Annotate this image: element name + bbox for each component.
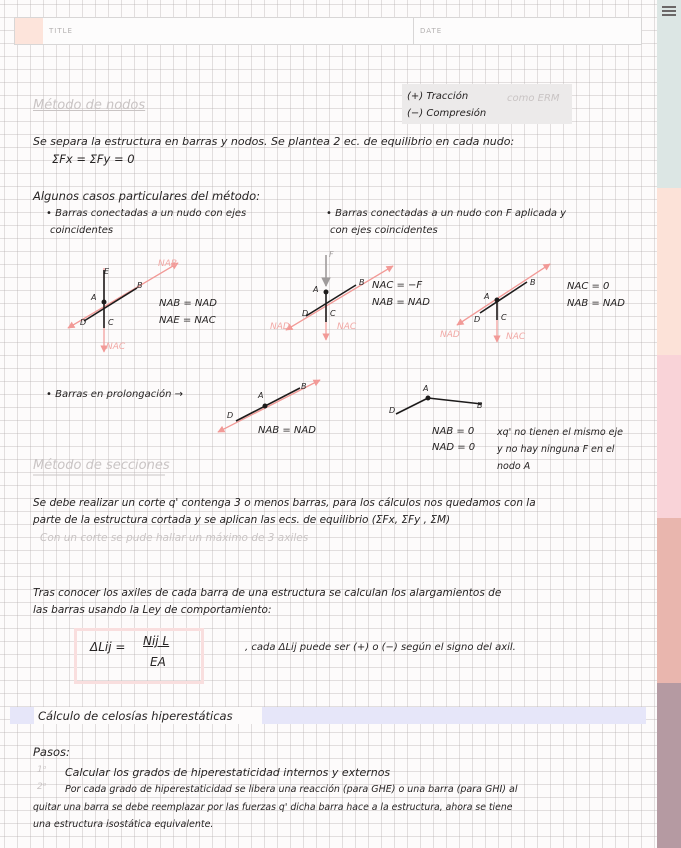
d4-label-d: D [227,411,234,420]
case1-line2: coincidentes [50,225,114,236]
d4-result: NAB = NAD [258,425,316,436]
d1-nab: NAB [158,259,178,269]
d5-label-a: A [423,384,429,393]
step1-text: Calcular los grados de hiperestaticidad internos y externos [65,766,391,779]
diagram-3 [457,264,550,342]
case2-line1: • Barras conectadas a un nudo con F aplicada y [326,208,567,219]
d2-result-2: NAB = NAD [372,297,430,308]
d1-nac: NAC [106,342,126,352]
tab-1[interactable] [657,0,681,188]
secciones-line1: Se debe realizar un corte q' contenga 3 o menos barras, para los cálculos nos quedamos con la [33,497,536,509]
d3-nad: NAD [440,330,460,340]
d5-result-1: NAB = 0 [432,426,475,437]
d2-nac: NAC [337,322,357,332]
legend-compresion: (−) Compresión [407,108,487,119]
d1-label-a: A [91,293,97,302]
legend-traccion: (+) Tracción [407,91,469,102]
d5-label-b: B [477,401,483,410]
d3-label-a: A [484,292,490,301]
secciones-line2: parte de la estructura cortada y se aplican las ecs. de equilibrio (ΣFx, ΣFy , ΣM) [33,514,451,526]
d1-label-d: D [80,318,87,327]
d3-label-b: B [530,278,536,287]
d2-nad: NAD [270,322,290,332]
d3-label-d: D [474,315,481,324]
step2-number: 2ᵒ [37,782,47,792]
secciones-line3: Con un corte se pude hallar un máximo de 3 axiles [40,532,309,544]
nodos-intro: Se separa la estructura en barras y nodos. Se plantea 2 ec. de equilibrio en cada nudo: [33,135,515,148]
d2-result-1: NAC = −F [372,280,423,291]
section-title-secciones: Método de secciones [33,458,170,473]
alargamientos-line1: Tras conocer los axiles de cada barra de una estructura se calculan los alargamientos de [33,587,502,599]
d3-nac: NAC [506,332,526,342]
step2-line3: una estructura isostática equivalente. [33,819,214,830]
date-label: DATE [420,27,443,35]
d5-note-2: y no hay ninguna F en el [497,444,615,455]
section-title-hiperestaticas: Cálculo de celosías hiperestáticas [38,709,233,723]
d2-label-a: A [313,285,319,294]
formula-numerator: Nij L [143,634,170,648]
d1-label-c: C [108,318,114,327]
d4-label-b: B [301,382,307,391]
title-label: TITLE [49,27,73,35]
cases-title: Algunos casos particulares del método: [33,189,261,203]
formula-note: , cada ΔLij puede ser (+) o (−) según el signo del axil. [245,642,516,653]
formula-denominator: EA [150,655,166,669]
d3-label-c: C [501,313,507,322]
tab-3[interactable] [657,355,681,518]
step2-line1: Por cada grado de hiperestaticidad se libera una reacción (para GHE) o una barra (para GHI) al [65,784,518,795]
diagram-5 [396,396,482,415]
case3-text: • Barras en prolongación → [46,389,184,400]
d1-result-1: NAB = NAD [159,298,217,309]
d3-result-2: NAB = NAD [567,298,625,309]
tab-5[interactable] [657,683,681,848]
step1-number: 1ᵒ [37,765,47,775]
d1-label-b: B [137,281,143,290]
d5-result-2: NAD = 0 [432,442,476,453]
section-title-nodos: Método de nodos [33,98,146,113]
d2-label-f: F [329,250,334,259]
tab-4[interactable] [657,518,681,683]
d4-label-a: A [258,391,264,400]
steps-label: Pasos: [33,745,70,759]
d5-note-3: nodo A [497,461,531,472]
equilibrium-equations: ΣFx = ΣFy = 0 [52,152,135,166]
d1-result-2: NAE = NAC [159,315,216,326]
d3-result-1: NAC = 0 [567,281,610,292]
formula-box [74,628,204,684]
formula-lhs: ΔLij = [90,640,126,654]
notebook-tabs [657,0,681,848]
case2-line2: con ejes coincidentes [330,225,438,236]
d5-label-d: D [389,406,396,415]
alargamientos-line2: las barras usando la Ley de comportamiento: [33,604,272,616]
d5-note-1: xq' no tienen el mismo eje [497,427,624,438]
d1-label-e: E [104,267,110,276]
step2-line2: quitar una barra se debe reemplazar por las fuerzas q' dicha barra hace a la estructura, ahora se tiene [33,802,513,813]
tab-2[interactable] [657,188,681,355]
d2-label-d: D [302,309,309,318]
d2-label-b: B [359,278,365,287]
legend-note: como ERM [507,93,560,104]
d2-label-c: C [330,309,336,318]
case1-line1: • Barras conectadas a un nudo con ejes [46,208,247,219]
menu-icon[interactable] [662,6,676,18]
